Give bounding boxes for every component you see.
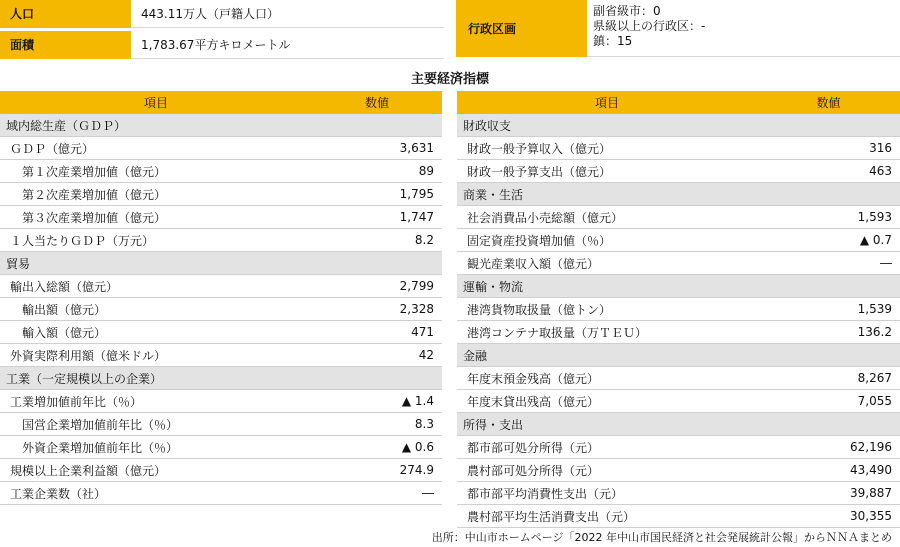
indicator-name: 港湾貨物取扱量（億トン） — [457, 298, 757, 321]
indicator-value: 7,055 — [757, 390, 900, 413]
column-header-value: 数値 — [757, 91, 900, 114]
table-row — [457, 390, 900, 413]
indicator-value: 89 — [312, 160, 442, 183]
category-label: 貿易 — [0, 252, 312, 275]
category-label: 金融 — [457, 344, 757, 367]
indicator-value: ― — [312, 482, 442, 505]
indicator-name: 輸入額（億元） — [0, 321, 312, 344]
indicator-value: 30,355 — [757, 505, 900, 528]
table-row — [0, 482, 442, 505]
indicator-value: 2,799 — [312, 275, 442, 298]
indicator-value: 39,887 — [757, 482, 900, 505]
category-row — [0, 114, 442, 137]
population-value: 443.11万人（戸籍人口） — [131, 0, 444, 28]
table-row — [457, 137, 900, 160]
table-row — [0, 298, 442, 321]
area-row — [0, 31, 444, 59]
indicator-name: 農村部平均生活消費支出（元） — [457, 505, 757, 528]
indicator-name: 工業企業数（社） — [0, 482, 312, 505]
indicator-value: ▲ 0.7 — [757, 229, 900, 252]
category-label: 財政収支 — [457, 114, 757, 137]
category-row — [457, 183, 900, 206]
indicator-value — [757, 344, 900, 367]
indicator-value: 3,631 — [312, 137, 442, 160]
table-row — [457, 505, 900, 528]
indicator-value: ▲ 1.4 — [312, 390, 442, 413]
indicator-value — [757, 183, 900, 206]
indicator-value: 2,328 — [312, 298, 442, 321]
indicator-value: 1,539 — [757, 298, 900, 321]
table-row — [0, 275, 442, 298]
table-row — [457, 298, 900, 321]
category-label: 運輸・物流 — [457, 275, 757, 298]
indicator-name: 第２次産業増加値（億元） — [0, 183, 312, 206]
category-label: 工業（一定規模以上の企業） — [0, 367, 312, 390]
indicator-value: 471 — [312, 321, 442, 344]
indicator-name: 工業増加値前年比（％） — [0, 390, 312, 413]
admin-line: 副省級市：0 — [593, 4, 661, 18]
indicator-name: 港湾コンテナ取扱量（万ＴＥＵ） — [457, 321, 757, 344]
indicator-value: 43,490 — [757, 459, 900, 482]
table-row — [0, 160, 442, 183]
population-label: 人口 — [0, 0, 131, 28]
category-row — [457, 344, 900, 367]
indicator-name: 都市部可処分所得（元） — [457, 436, 757, 459]
category-row — [0, 367, 442, 390]
category-label: 域内総生産（ＧＤＰ） — [0, 114, 312, 137]
indicator-value — [312, 114, 442, 137]
table-header-row — [0, 91, 442, 114]
category-label: 所得・支出 — [457, 413, 757, 436]
table-row — [457, 160, 900, 183]
category-row — [0, 252, 442, 275]
table-row — [0, 390, 442, 413]
indicator-name: 農村部可処分所得（元） — [457, 459, 757, 482]
table-row — [457, 229, 900, 252]
indicator-value — [757, 413, 900, 436]
table-row — [457, 367, 900, 390]
indicator-name: 財政一般予算収入（億元） — [457, 137, 757, 160]
admin-label: 行政区画 — [456, 0, 587, 57]
indicator-name: 第１次産業増加値（億元） — [0, 160, 312, 183]
table-row — [0, 413, 442, 436]
category-row — [457, 114, 900, 137]
indicator-name: 外資実際利用額（億米ドル） — [0, 344, 312, 367]
category-row — [457, 275, 900, 298]
indicator-name: 国営企業増加値前年比（％） — [0, 413, 312, 436]
population-row — [0, 0, 444, 28]
column-header-value: 数値 — [312, 91, 442, 114]
indicator-name: 財政一般予算支出（億元） — [457, 160, 757, 183]
table-row — [457, 459, 900, 482]
table-row — [0, 183, 442, 206]
section-title: 主要経済指標 — [410, 72, 489, 87]
admin-line: 県級以上の行政区：- — [593, 19, 706, 33]
table-header-row — [457, 91, 900, 114]
indicator-name: 年度末預金残高（億元） — [457, 367, 757, 390]
column-header-item: 項目 — [457, 91, 757, 114]
indicator-name: 社会消費品小売総額（億元） — [457, 206, 757, 229]
indicator-value — [757, 114, 900, 137]
indicator-value: 463 — [757, 160, 900, 183]
indicator-name: 輸出入総額（億元） — [0, 275, 312, 298]
indicator-value: ▲ 0.6 — [312, 436, 442, 459]
table-row — [0, 229, 442, 252]
category-label: 商業・生活 — [457, 183, 757, 206]
indicator-value: 1,795 — [312, 183, 442, 206]
basic-info-table — [0, 0, 444, 59]
indicator-name: 観光産業収入額（億元） — [457, 252, 757, 275]
indicator-value: 136.2 — [757, 321, 900, 344]
indicator-value: 8.3 — [312, 413, 442, 436]
indicator-value: ― — [757, 252, 900, 275]
economic-indicators-right-table — [457, 91, 900, 528]
indicator-name: 規模以上企業利益額（億元） — [0, 459, 312, 482]
indicator-value: 62,196 — [757, 436, 900, 459]
indicator-value: 8,267 — [757, 367, 900, 390]
indicator-name: 固定資産投資増加値（％） — [457, 229, 757, 252]
admin-line: 鎮：15 — [593, 34, 633, 48]
divider — [587, 56, 900, 57]
indicator-value: 1,747 — [312, 206, 442, 229]
table-row — [457, 252, 900, 275]
area-value: 1,783.67平方キロメートル — [131, 31, 444, 59]
indicator-name: 都市部平均消費性支出（元） — [457, 482, 757, 505]
table-row — [457, 482, 900, 505]
indicator-value: 42 — [312, 344, 442, 367]
category-row — [457, 413, 900, 436]
indicator-value: 316 — [757, 137, 900, 160]
table-row — [0, 321, 442, 344]
table-row — [457, 436, 900, 459]
admin-values — [593, 4, 893, 49]
table-row — [0, 137, 442, 160]
indicator-value — [312, 252, 442, 275]
indicator-name: 外資企業増加値前年比（％） — [0, 436, 312, 459]
area-label: 面積 — [0, 31, 131, 59]
table-row — [0, 459, 442, 482]
table-row — [457, 206, 900, 229]
indicator-name: 年度末貸出残高（億元） — [457, 390, 757, 413]
source-note: 出所：中山市ホームページ「2022 年中山市国民経済と社会発展統計公報」からＮＮＡまとめ — [431, 531, 892, 544]
indicator-name: 第３次産業増加値（億元） — [0, 206, 312, 229]
table-row — [0, 344, 442, 367]
indicator-value — [757, 275, 900, 298]
indicator-name: 輸出額（億元） — [0, 298, 312, 321]
indicator-value: 274.9 — [312, 459, 442, 482]
economic-indicators-left-table — [0, 91, 442, 505]
indicator-value: 8.2 — [312, 229, 442, 252]
indicator-name: １人当たりＧＤＰ（万元） — [0, 229, 312, 252]
indicator-value — [312, 367, 442, 390]
indicator-value: 1,593 — [757, 206, 900, 229]
column-header-item: 項目 — [0, 91, 312, 114]
table-row — [0, 206, 442, 229]
indicator-name: ＧＤＰ（億元） — [0, 137, 312, 160]
table-row — [0, 436, 442, 459]
table-row — [457, 321, 900, 344]
